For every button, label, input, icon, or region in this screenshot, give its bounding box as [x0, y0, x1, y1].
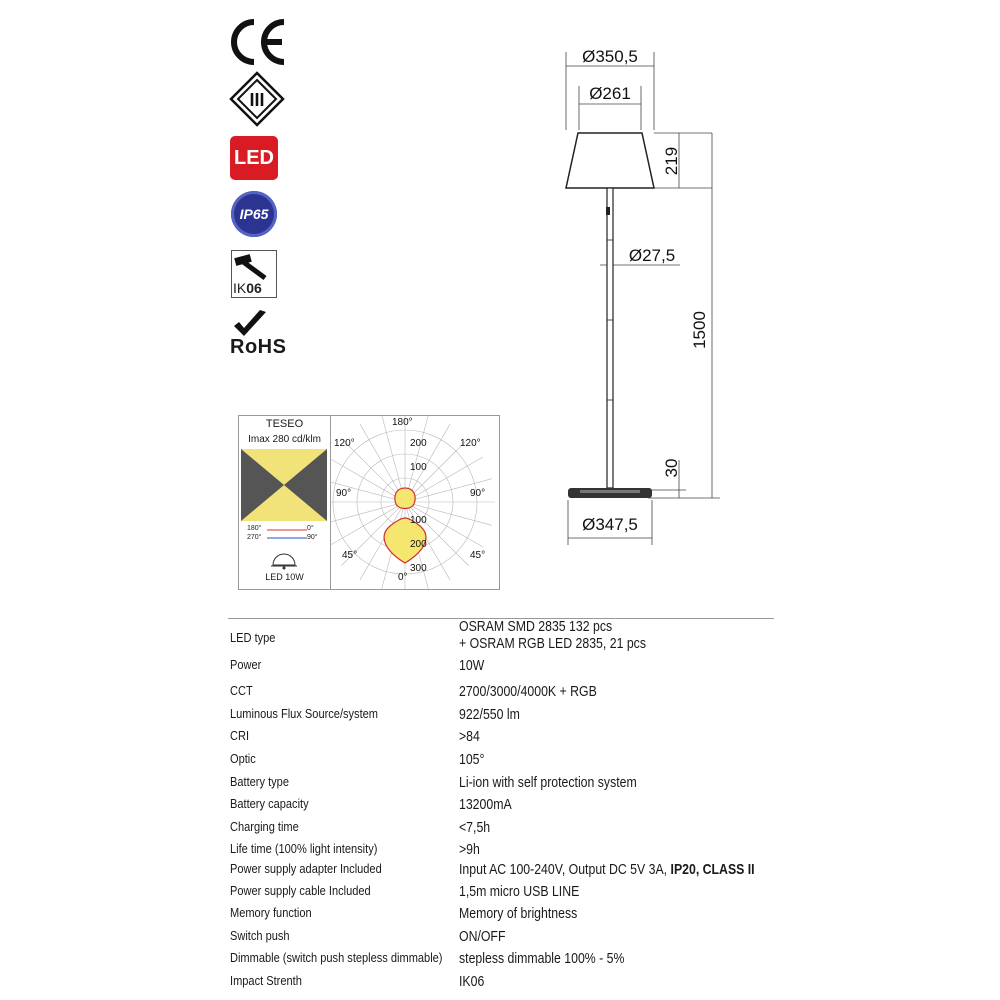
- spec-value: Li-ion with self protection system: [459, 774, 637, 791]
- dim-total-height-label: 1500: [690, 311, 709, 349]
- dim-base-label: Ø347,5: [582, 515, 638, 534]
- spec-value: [459, 618, 646, 652]
- ik-number: 06: [246, 280, 262, 296]
- ik-rating-label: [233, 280, 262, 296]
- angle-label-120-right: 120°: [460, 438, 481, 449]
- spec-row: [230, 841, 790, 861]
- legend-c90-end-label: 90°: [307, 534, 318, 541]
- dim-shade-height-label: 219: [662, 146, 681, 176]
- angle-label-180: 180°: [392, 417, 413, 428]
- spec-label: Impact Strenth: [230, 973, 302, 988]
- spec-label: Power supply adapter Included: [230, 861, 382, 876]
- legend-c0-label: 180°: [247, 525, 262, 532]
- intensity-curve-top: [395, 488, 415, 509]
- angle-label-90-right: 90°: [470, 488, 486, 499]
- protection-class-numeral: III: [249, 90, 265, 110]
- spec-label: Luminous Flux Source/system: [230, 706, 379, 721]
- spec-row: [230, 905, 790, 925]
- spec-label: Battery capacity: [230, 796, 309, 811]
- angle-label-90-left: 90°: [336, 488, 352, 499]
- spec-value: 10W: [459, 657, 485, 674]
- spec-label: Power: [230, 657, 262, 672]
- radial-label-bottom-100: 100: [410, 515, 427, 526]
- spec-label: Optic: [230, 751, 256, 766]
- photometric-info-panel: [239, 416, 331, 589]
- spec-value-line-1: OSRAM SMD 2835 132 pcs: [459, 618, 613, 635]
- spec-value-line-2: + OSRAM RGB LED 2835, 21 pcs: [459, 635, 646, 652]
- spec-row: [230, 819, 790, 839]
- spec-value: <7,5h: [459, 819, 491, 836]
- lamp-dome-icon: [269, 549, 299, 571]
- ik-prefix: IK: [233, 280, 247, 296]
- spec-row: [230, 950, 790, 970]
- light-distribution-symbol-icon: [241, 449, 327, 521]
- angle-label-45-right: 45°: [470, 550, 486, 561]
- radial-label-top-200: 200: [410, 438, 427, 449]
- spec-row: [230, 796, 790, 816]
- dim-shade-top-label: Ø350,5: [582, 47, 638, 66]
- spec-row: [230, 683, 790, 703]
- legend-lines-icon: [267, 528, 307, 542]
- spec-row: [230, 861, 790, 881]
- spec-label: Dimmable (switch push stepless dimmable): [230, 950, 443, 965]
- spec-label: Life time (100% light intensity): [230, 841, 378, 856]
- spec-value: IK06: [459, 973, 485, 990]
- spec-value: >9h: [459, 841, 480, 858]
- photometric-imax: Imax 280 cd/klm: [248, 434, 321, 445]
- spec-value: 922/550 lm: [459, 706, 520, 723]
- spec-row: [230, 883, 790, 903]
- spec-label: Memory function: [230, 905, 312, 920]
- spec-value: 2700/3000/4000K + RGB: [459, 683, 597, 700]
- led-badge: LED: [230, 136, 278, 180]
- ce-mark-icon: [228, 14, 288, 70]
- legend-c0-end-label: 0°: [307, 525, 314, 532]
- spec-label: Battery type: [230, 774, 289, 789]
- spec-label: CCT: [230, 683, 253, 698]
- lamp-shade: [566, 133, 654, 188]
- spec-row: [230, 706, 790, 726]
- ip65-badge: IP65: [231, 191, 277, 237]
- spec-value: Memory of brightness: [459, 905, 578, 922]
- spec-value: 1,5m micro USB LINE: [459, 883, 580, 900]
- photometric-diagram: [238, 415, 500, 590]
- protection-class-iii-icon: [228, 70, 288, 128]
- spec-value: 105°: [459, 751, 485, 768]
- spec-value: stepless dimmable 100% - 5%: [459, 950, 625, 967]
- spec-row: [230, 973, 790, 993]
- rohs-label: RoHS: [230, 336, 287, 358]
- lamp-pole: [607, 188, 613, 488]
- spec-row: [230, 728, 790, 748]
- spec-row: [230, 618, 790, 652]
- spec-row: [230, 928, 790, 948]
- legend-c90-label: 270°: [247, 534, 262, 541]
- polar-intensity-chart: [330, 416, 499, 589]
- spec-label: Power supply cable Included: [230, 883, 371, 898]
- spec-value: [459, 861, 755, 878]
- spec-label: Charging time: [230, 819, 299, 834]
- radial-label-top-100: 100: [410, 462, 427, 473]
- radial-label-bottom-300: 300: [410, 563, 427, 574]
- lamp-switch: [606, 207, 610, 215]
- photometric-product-name: TESEO: [265, 418, 304, 430]
- dim-base-height-label: 30: [662, 458, 681, 478]
- photometric-lamp-label: LED 10W: [265, 572, 304, 582]
- spec-value: ON/OFF: [459, 928, 506, 945]
- lamp-dimension-drawing: [540, 30, 780, 560]
- spec-value: 13200mA: [459, 796, 512, 813]
- spec-label: CRI: [230, 728, 250, 743]
- spec-value: >84: [459, 728, 480, 745]
- spec-row: [230, 657, 790, 677]
- spec-label: LED type: [230, 630, 276, 645]
- angle-label-120-left: 120°: [334, 438, 355, 449]
- angle-label-45-left: 45°: [342, 550, 358, 561]
- spec-value-bold: IP20, CLASS II: [670, 861, 755, 878]
- spec-value-text: Input AC 100-240V, Output DC 5V 3A,: [459, 861, 671, 878]
- spec-label: Switch push: [230, 928, 290, 943]
- radial-label-bottom-200: 200: [410, 539, 427, 550]
- dim-shade-bottom-label: Ø261: [589, 84, 631, 103]
- spec-row: [230, 751, 790, 771]
- dim-pole-label: Ø27,5: [628, 246, 676, 265]
- spec-row: [230, 774, 790, 794]
- angle-label-0: 0°: [398, 572, 408, 583]
